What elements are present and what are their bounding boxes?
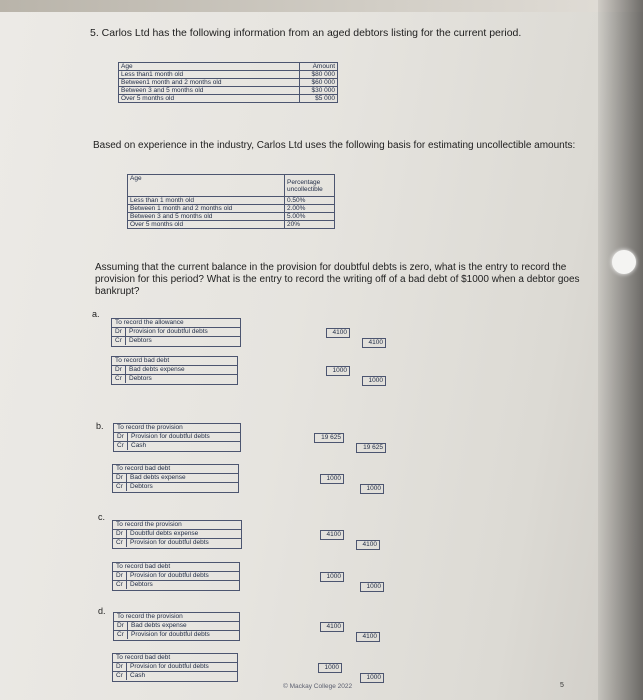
credit-amount: 4100 <box>362 338 386 348</box>
option-letter: c. <box>98 512 106 522</box>
table-row <box>119 79 338 87</box>
credit-amount: 19 625 <box>356 443 386 453</box>
entry-line <box>113 663 237 672</box>
entry-title: To record bad debt <box>113 465 238 474</box>
dr-cr-label: Cr <box>117 631 124 638</box>
entry-title: To record bad debt <box>112 357 237 366</box>
journal-entry <box>113 612 240 641</box>
dr-cr-label: Cr <box>117 442 124 449</box>
entry-line <box>113 483 238 492</box>
table-row <box>119 87 338 95</box>
dr-cr-label: Cr <box>116 539 123 546</box>
debit-amount: 1000 <box>326 366 350 376</box>
account-name: Provision for doubtful debts <box>125 328 208 336</box>
account-name: Doubtful debts expense <box>126 530 198 538</box>
entry-line <box>113 572 239 581</box>
entry-line <box>112 328 240 337</box>
account-name: Bad debts expense <box>127 622 187 630</box>
entry-title: To record bad debt <box>113 654 237 663</box>
dr-cr-label: Dr <box>116 530 123 537</box>
entry-line <box>113 581 239 590</box>
journal-entry <box>112 520 242 549</box>
journal-entry <box>113 423 241 452</box>
table-header-cell: Age <box>119 63 300 71</box>
table-cell: 2.00% <box>285 205 335 213</box>
credit-amount: 4100 <box>356 540 380 550</box>
entry-title: To record bad debt <box>113 563 239 572</box>
table-row <box>119 95 338 103</box>
dr-cr-label: Dr <box>116 474 123 481</box>
account-name: Debtors <box>126 483 153 491</box>
table-cell: $60 000 <box>300 79 338 87</box>
dr-cr-label: Dr <box>115 366 122 373</box>
account-name: Bad debts expense <box>126 474 186 482</box>
credit-amount: 1000 <box>360 673 384 683</box>
option-letter: b. <box>96 421 104 431</box>
debit-amount: 1000 <box>318 663 342 673</box>
table-header-cell: Age <box>128 175 285 197</box>
table-row <box>119 71 338 79</box>
top-header-strip <box>0 0 643 12</box>
option-letter: a. <box>92 309 100 319</box>
account-name: Cash <box>126 672 145 680</box>
debit-amount: 1000 <box>320 474 344 484</box>
entry-title: To record the provision <box>114 424 240 433</box>
account-name: Provision for doubtful debts <box>127 631 210 639</box>
entry-line <box>113 539 241 548</box>
table-cell: Between1 month and 2 months old <box>119 79 300 87</box>
table-cell: Over 5 months old <box>128 221 285 229</box>
table-cell: $5 000 <box>300 95 338 103</box>
table-cell: $30 000 <box>300 87 338 95</box>
percentage-table <box>127 174 335 229</box>
table-cell: Less than1 month old <box>119 71 300 79</box>
table-cell: Over 5 months old <box>119 95 300 103</box>
page-shadow-edge <box>598 0 643 700</box>
entry-line <box>113 474 238 483</box>
dr-cr-label: Cr <box>116 672 123 679</box>
table-row <box>128 197 335 205</box>
basis-paragraph: Based on experience in the industry, Carlos Ltd uses the following basis for estimating uncollectible amounts: <box>93 140 576 151</box>
journal-entry <box>111 356 238 385</box>
account-name: Provision for doubtful debts <box>126 539 209 547</box>
entry-title: To record the provision <box>113 521 241 530</box>
dr-cr-label: Dr <box>117 622 124 629</box>
table-cell: $80 000 <box>300 71 338 79</box>
dr-cr-label: Cr <box>115 375 122 382</box>
debit-amount: 4100 <box>326 328 350 338</box>
dr-cr-label: Dr <box>117 433 124 440</box>
option-letter: d. <box>98 606 106 616</box>
debit-amount: 19 625 <box>314 433 344 443</box>
table-row <box>119 63 338 71</box>
credit-amount: 1000 <box>362 376 386 386</box>
account-name: Provision for doubtful debts <box>126 663 209 671</box>
journal-entry <box>112 464 239 493</box>
credit-amount: 4100 <box>356 632 380 642</box>
entry-line <box>114 622 239 631</box>
dr-cr-label: Cr <box>116 483 123 490</box>
table-cell: Between 3 and 5 months old <box>128 213 285 221</box>
entry-line <box>112 366 237 375</box>
table-row <box>128 221 335 229</box>
entry-line <box>114 442 240 451</box>
account-name: Debtors <box>126 581 153 589</box>
debit-amount: 4100 <box>320 530 344 540</box>
aged-debtors-table <box>118 62 338 103</box>
dr-cr-label: Dr <box>115 328 122 335</box>
journal-entry <box>112 653 238 682</box>
table-header-cell: Percentage uncollectible <box>285 175 335 197</box>
dr-cr-label: Dr <box>116 572 123 579</box>
copyright-footer: © Mackay College 2022 <box>283 683 353 690</box>
table-cell: 0.50% <box>285 197 335 205</box>
question-paragraph: Assuming that the current balance in the provision for doubtful debts is zero, what is the entry to record the provision for this period? What is the entry to record the writing off of a bad debt of $1000 when a debtor goes bankrupt? <box>95 262 580 297</box>
credit-amount: 1000 <box>360 582 384 592</box>
entry-line <box>114 631 239 640</box>
account-name: Debtors <box>125 375 152 383</box>
account-name: Bad debts expense <box>125 366 185 374</box>
account-name: Debtors <box>125 337 152 345</box>
light-reflection <box>612 250 636 274</box>
page-number: 5 <box>560 682 564 689</box>
credit-amount: 1000 <box>360 484 384 494</box>
account-name: Provision for doubtful debts <box>126 572 209 580</box>
table-cell: Less than 1 month old <box>128 197 285 205</box>
table-cell: 20% <box>285 221 335 229</box>
entry-line <box>112 337 240 346</box>
account-name: Cash <box>127 442 146 450</box>
entry-title: To record the provision <box>114 613 239 622</box>
entry-line <box>113 530 241 539</box>
table-cell: Between 3 and 5 months old <box>119 87 300 95</box>
entry-line <box>112 375 237 384</box>
dr-cr-label: Cr <box>115 337 122 344</box>
account-name: Provision for doubtful debts <box>127 433 210 441</box>
entry-line <box>114 433 240 442</box>
dr-cr-label: Dr <box>116 663 123 670</box>
table-cell: Between 1 month and 2 months old <box>128 205 285 213</box>
table-header-cell: Amount <box>300 63 338 71</box>
table-cell: 5.00% <box>285 213 335 221</box>
debit-amount: 1000 <box>320 572 344 582</box>
journal-entry <box>112 562 240 591</box>
debit-amount: 4100 <box>320 622 344 632</box>
journal-entry <box>111 318 241 347</box>
entry-line <box>113 672 237 681</box>
dr-cr-label: Cr <box>116 581 123 588</box>
table-row <box>128 175 335 197</box>
question-title: 5. Carlos Ltd has the following information from an aged debtors listing for the current period. <box>90 27 522 39</box>
table-row <box>128 213 335 221</box>
table-row <box>128 205 335 213</box>
entry-title: To record the allowance <box>112 319 240 328</box>
